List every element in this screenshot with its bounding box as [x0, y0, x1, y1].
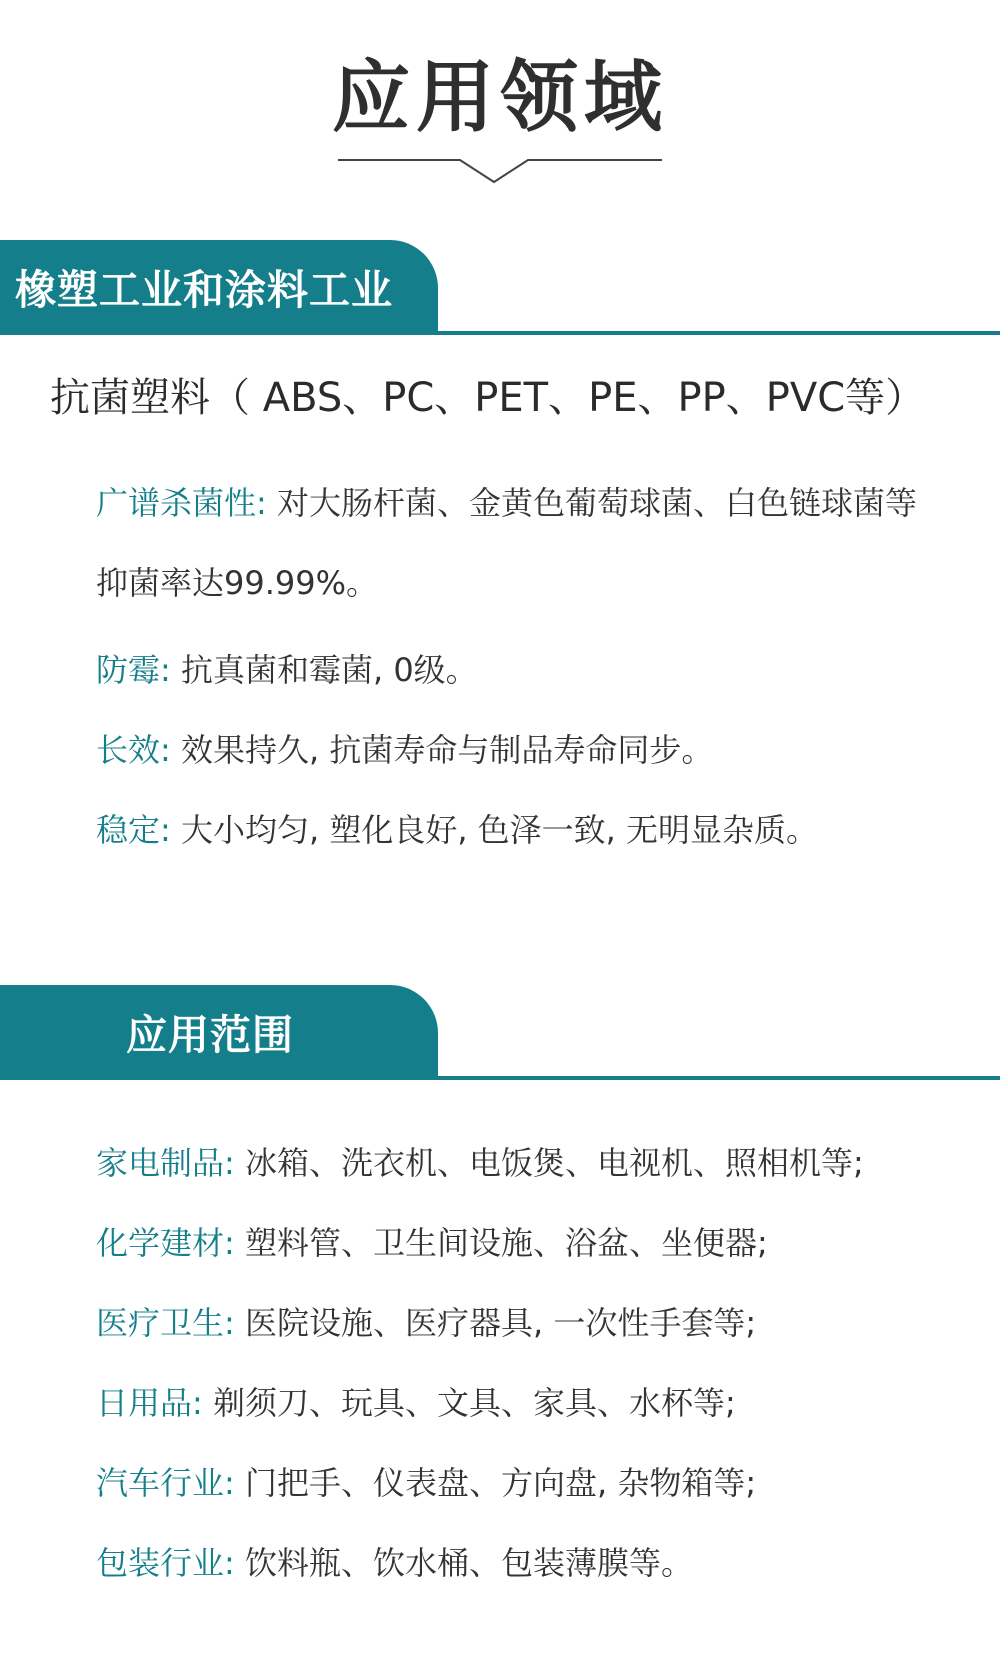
application-text: 饮料瓶、饮水桶、包装薄膜等。 [234, 1544, 693, 1582]
section-header-application-scope [0, 985, 1000, 1080]
application-text: 冰箱、洗衣机、电饭煲、电视机、照相机等; [234, 1144, 864, 1182]
application-key: 化学建材: [96, 1224, 235, 1262]
feature-text: 大小均匀, 塑化良好, 色泽一致, 无明显杂质。 [170, 811, 819, 849]
application-text: 医院设施、医疗器具, 一次性手套等; [234, 1304, 757, 1342]
antibacterial-plastics-heading: 抗菌塑料（ ABS、PC、PET、PE、PP、PVC等） [50, 375, 926, 421]
feature-key: 长效: [96, 731, 171, 769]
application-packaging [96, 1538, 936, 1588]
application-automotive [96, 1458, 936, 1508]
feature-key: 防霉: [96, 651, 171, 689]
title-underline-chevron [338, 148, 662, 188]
section-tab-label: 应用范围 [126, 1011, 294, 1059]
feature-broad-spectrum [96, 463, 936, 623]
feature-text: 对大肠杆菌、金黄色葡萄球菌、白色链球菌等抑菌率达99.99%。 [96, 484, 917, 602]
feature-long-lasting [96, 725, 936, 775]
feature-stable [96, 805, 936, 855]
application-text: 塑料管、卫生间设施、浴盆、坐便器; [234, 1224, 768, 1262]
application-text: 门把手、仪表盘、方向盘, 杂物箱等; [234, 1464, 757, 1502]
section-header-rubber-plastic [0, 240, 1000, 335]
page-title: 应用领域 [331, 53, 668, 143]
application-key: 日用品: [96, 1384, 203, 1422]
application-medical [96, 1298, 936, 1348]
feature-text: 效果持久, 抗菌寿命与制品寿命同步。 [170, 731, 714, 769]
application-key: 包装行业: [96, 1544, 235, 1582]
application-key: 汽车行业: [96, 1464, 235, 1502]
application-key: 医疗卫生: [96, 1304, 235, 1342]
application-text: 剃须刀、玩具、文具、家具、水杯等; [202, 1384, 736, 1422]
feature-key: 稳定: [96, 811, 171, 849]
feature-mildew-proof [96, 645, 936, 695]
application-home-appliances [96, 1138, 936, 1188]
application-daily-goods [96, 1378, 936, 1428]
feature-key: 广谱杀菌性: [96, 484, 267, 522]
section-tab-label: 橡塑工业和涂料工业 [15, 266, 393, 314]
application-key: 家电制品: [96, 1144, 235, 1182]
application-building-materials [96, 1218, 936, 1268]
feature-text: 抗真菌和霉菌, 0级。 [170, 651, 478, 689]
